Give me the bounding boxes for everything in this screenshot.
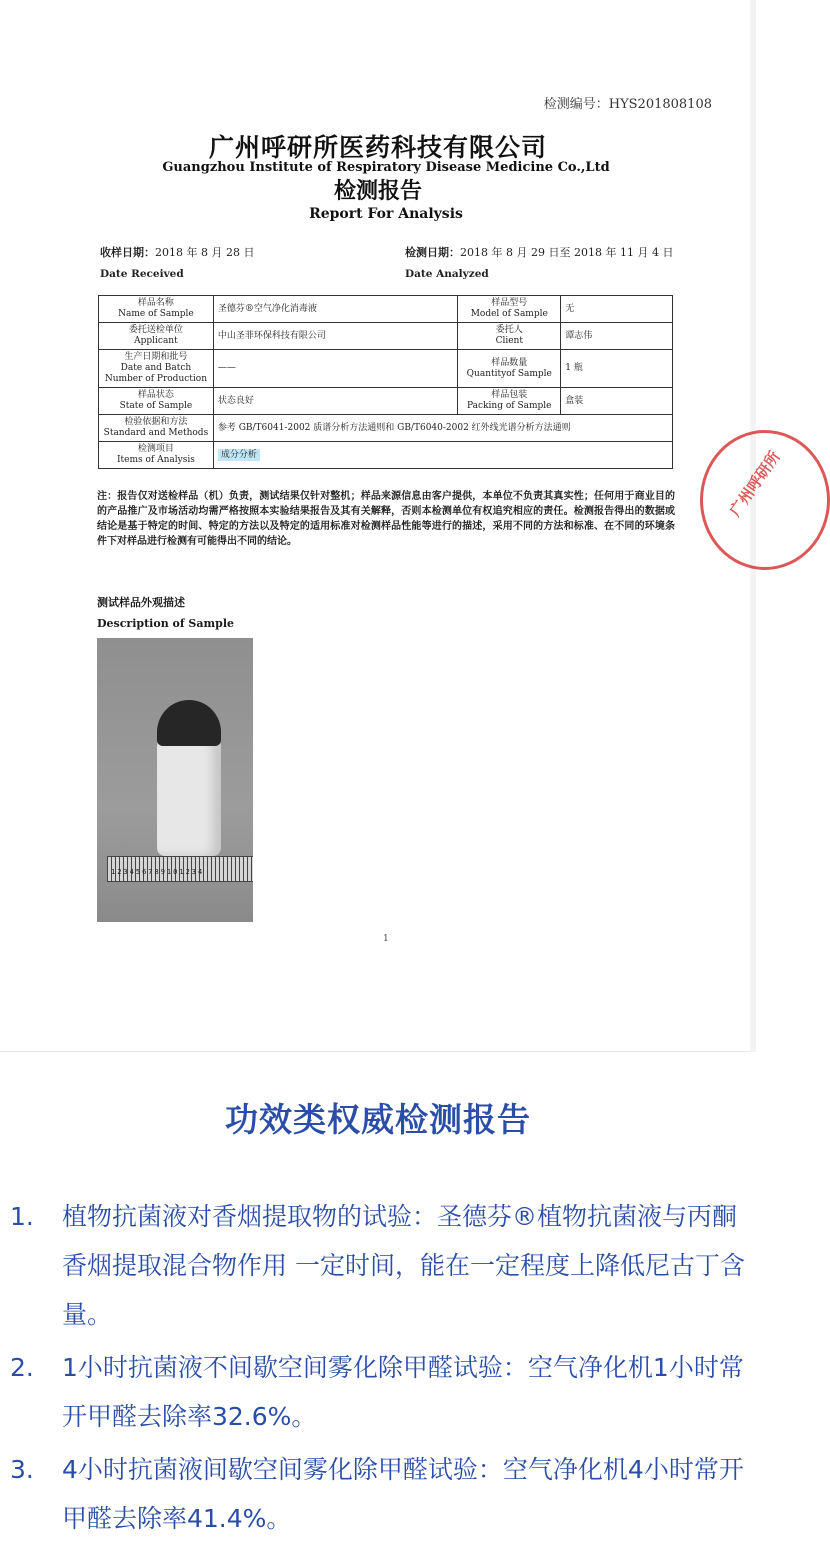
ruler <box>107 856 253 882</box>
table-cell <box>213 442 672 469</box>
sample-photo <box>97 638 253 922</box>
state-label: 样品状态 <box>137 390 174 400</box>
table-cell <box>99 388 214 415</box>
table-cell <box>458 350 561 388</box>
table-cell <box>99 323 214 350</box>
quantity-label: 样品数量 <box>491 357 528 368</box>
state-label-en: State of Sample <box>119 401 193 411</box>
date-received-en: Date Received <box>100 268 184 280</box>
official-seal-stamp <box>700 430 830 570</box>
list-number: 2. <box>10 1353 34 1382</box>
standard-label: 检验依据和方法 <box>124 417 188 427</box>
production-label-en: Date and Batch Number of Production <box>104 363 207 384</box>
test-results-list <box>10 1192 756 1547</box>
date-received <box>100 244 254 280</box>
packing-value: 盒装 <box>561 388 673 415</box>
list-text: 1小时抗菌液不间歇空间雾化除甲醛试验：空气净化机1小时常开甲醛去除率32.6%。 <box>62 1353 744 1431</box>
table-cell <box>99 442 214 469</box>
sample-name-label: 样品名称 <box>137 298 174 308</box>
production-value: —— <box>213 350 457 388</box>
date-analyzed-en: Date Analyzed <box>405 268 489 280</box>
client-label: 委托人 <box>495 325 523 335</box>
table-cell <box>458 296 561 323</box>
report-number: 检测编号：HYS201808108 <box>543 97 712 112</box>
table-row <box>99 296 673 323</box>
table-cell <box>458 323 561 350</box>
list-text: 植物抗菌液对香烟提取物的试验：圣德芬®植物抗菌液与丙酮香烟提取混合物作用 一定时间，能在一定程度上降低尼古丁含量。 <box>62 1202 745 1329</box>
list-item <box>10 1343 756 1441</box>
sample-name-value: 圣德芬®空气净化消毒液 <box>213 296 457 323</box>
report-title-cn: 检测报告 <box>333 178 422 204</box>
state-value: 状态良好 <box>213 388 457 415</box>
items-label-en: Items of Analysis <box>116 455 195 465</box>
date-received-value: 2018 年 8 月 28 日 <box>155 246 255 259</box>
table-cell <box>99 350 214 388</box>
packing-label: 样品包装 <box>491 390 528 400</box>
date-received-label: 收样日期： <box>100 246 155 259</box>
quantity-label-en: Quantityof Sample <box>466 368 552 379</box>
list-text: 4小时抗菌液间歇空间雾化除甲醛试验：空气净化机4小时常开甲醛去除率41.4%。 <box>62 1455 744 1533</box>
article-headline: 功效类权威检测报告 <box>225 1100 531 1139</box>
list-item <box>10 1192 756 1339</box>
sample-info-table <box>98 295 673 469</box>
table-cell <box>99 296 214 323</box>
date-analyzed-value: 2018 年 8 月 29 日至 2018 年 11 月 4 日 <box>460 246 674 259</box>
items-label: 检测项目 <box>137 444 174 454</box>
sample-description-cn: 测试样品外观描述 <box>97 596 185 609</box>
table-row <box>99 323 673 350</box>
sample-name-label-en: Name of Sample <box>118 309 194 319</box>
list-number: 3. <box>10 1455 34 1484</box>
table-row <box>99 415 673 442</box>
model-label: 样品型号 <box>491 298 528 308</box>
bottle-body <box>157 738 221 856</box>
table-cell <box>458 388 561 415</box>
report-note: 注：报告仅对送检样品（机）负责，测试结果仅针对整机；样品来源信息由客户提供，本单位不负责其真实性；任何用于商业目的的产品推广及市场活动均需严格按照本实验结果报告及其有关解释，否则本检测单位有权追究相应的责任。检测报告得出的数据或结论是基于特定的时间、特定的方法以及特定的适用标准对检测样品性能等进行的描述，采用不同的方法和标准、在不同的环境条件下对样品进行检测有可能得出不同的结论。 <box>97 491 675 547</box>
date-analyzed-label: 检测日期： <box>405 246 460 259</box>
table-row <box>99 388 673 415</box>
list-item <box>10 1445 756 1543</box>
standard-value: 参考 GB/T6041-2002 质谱分析方法通则和 GB/T6040-2002 红外线光谱分析方法通则 <box>213 415 672 442</box>
production-label: 生产日期和批号 <box>124 352 188 362</box>
date-analyzed <box>405 244 673 280</box>
table-row <box>99 350 673 388</box>
company-name-en: Guangzhou Institute of Respiratory Disease Medicine Co.,Ltd <box>162 160 610 175</box>
client-label-en: Client <box>495 336 523 346</box>
report-title-en: Report For Analysis <box>309 206 463 222</box>
applicant-value: 中山圣菲环保科技有限公司 <box>213 323 457 350</box>
list-number: 1. <box>10 1202 34 1231</box>
model-label-en: Model of Sample <box>470 309 548 319</box>
client-value: 谭志伟 <box>561 323 673 350</box>
table-cell <box>99 415 214 442</box>
model-value: 无 <box>561 296 673 323</box>
applicant-label: 委托送检单位 <box>128 325 183 335</box>
bottle-cap <box>157 700 221 746</box>
page-number: 1 <box>383 934 389 944</box>
table-row <box>99 442 673 469</box>
items-value: 成分分析 <box>218 449 260 461</box>
applicant-label-en: Applicant <box>134 336 178 346</box>
seal-text: 广州呼研所 <box>726 447 784 520</box>
ruler-digits: 123456789101234 <box>111 868 205 876</box>
sample-description-en: Description of Sample <box>97 617 234 630</box>
quantity-value: 1 瓶 <box>561 350 673 388</box>
packing-label-en: Packing of Sample <box>467 401 552 411</box>
standard-label-en: Standard and Methods <box>103 428 209 438</box>
company-name-cn: 广州呼研所医药科技有限公司 <box>208 133 547 162</box>
